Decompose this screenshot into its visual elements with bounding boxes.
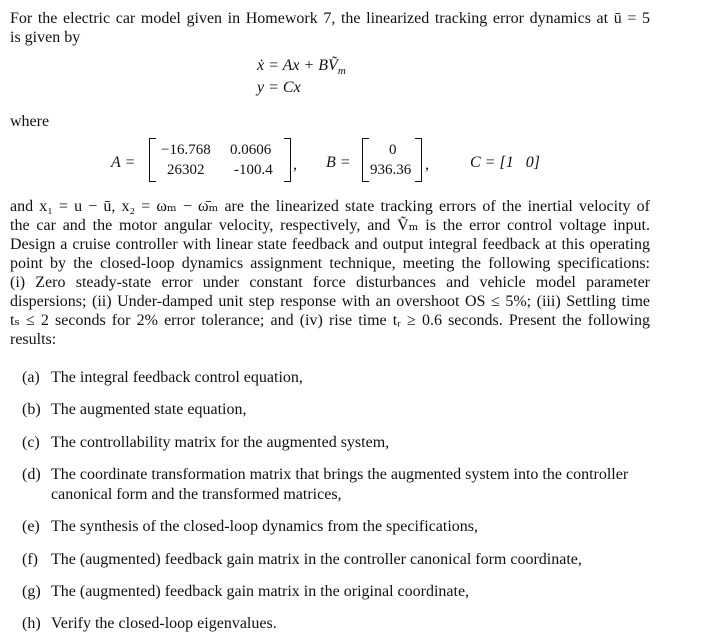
right-bracket bbox=[415, 138, 422, 182]
paragraph-line: the car and the motor angular velocity, respectively, and Ṽₘ is the error control voltage input. bbox=[10, 217, 650, 234]
matrix-b-cell: 0 bbox=[389, 142, 397, 158]
matrix-b-comma: , bbox=[425, 156, 429, 173]
matrix-b bbox=[362, 138, 422, 182]
paragraph-line: and x₁ = u − ū, x₂ = ωₘ − ω̄ₘ are the linearized state tracking errors of the inertial velocity of bbox=[10, 198, 650, 215]
matrix-a-comma: , bbox=[293, 156, 297, 173]
matrix-a bbox=[149, 138, 291, 182]
matrix-c: C = [1 0] bbox=[470, 154, 540, 171]
matrix-a-label: A = bbox=[111, 154, 136, 171]
where-label: where bbox=[10, 113, 50, 130]
matrix-a-cell: -100.4 bbox=[234, 162, 273, 178]
paragraph-line: point by the closed-loop dynamics assignment technique, meeting the following specifications: bbox=[10, 255, 650, 272]
left-bracket bbox=[362, 138, 369, 182]
paragraph-line: results: bbox=[10, 331, 57, 348]
intro-text bbox=[10, 9, 650, 47]
state-equation: ẋ = Ax + BṼ$_m$ bbox=[257, 57, 346, 78]
matrix-a-cell: 0.0606 bbox=[230, 142, 272, 158]
paragraph-line: Design a cruise controller with linear state feedback and output integral feedback at this operating bbox=[10, 236, 650, 253]
intro-line-1: For the electric car model given in Homework 7, the linearized tracking error dynamics at ū = 5 bbox=[10, 10, 650, 27]
problem-paragraph bbox=[10, 197, 650, 349]
paragraph-line: tₛ ≤ 2 seconds for 2% error tolerance; and (iv) rise time tᵣ ≥ 0.6 seconds. Present the following bbox=[10, 312, 650, 329]
intro-line-2: is given by bbox=[10, 29, 81, 46]
paragraph-line: (i) Zero steady-state error under constant force disturbances and vehicle model parameter bbox=[10, 274, 650, 291]
matrix-a-cell: 26302 bbox=[167, 162, 205, 178]
matrix-a-cell: −16.768 bbox=[161, 142, 211, 158]
matrix-b-label: B = bbox=[326, 154, 351, 171]
matrix-b-cell: 936.36 bbox=[370, 162, 412, 178]
right-bracket bbox=[284, 138, 291, 182]
output-equation: y = Cx bbox=[257, 79, 301, 96]
left-bracket bbox=[149, 138, 156, 182]
paragraph-line: dispersions; (ii) Under-damped unit step response with an overshoot OS ≤ 5%; (iii) Settling time bbox=[10, 293, 650, 310]
